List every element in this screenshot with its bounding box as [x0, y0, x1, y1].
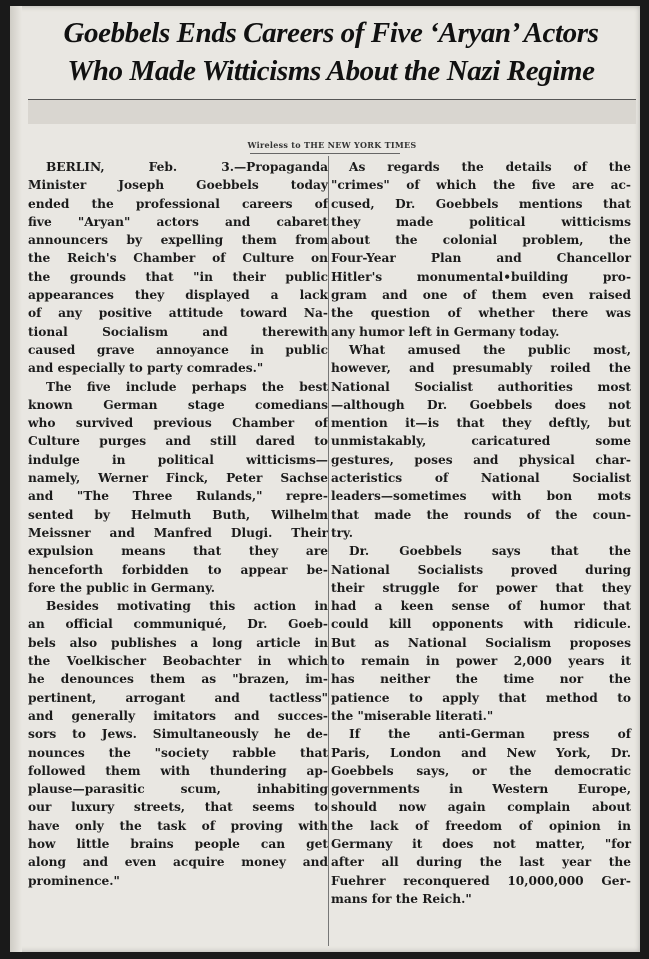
article-line: gestures, poses and physical char- [331, 452, 631, 467]
article-line: he denounces them as "brazen, im- [28, 672, 328, 687]
article-column-right [331, 158, 631, 908]
article-line: the grounds that "in their public [28, 269, 328, 284]
article-line: The five include perhaps the best [46, 379, 328, 394]
article-line: who survived previous Chamber of [28, 416, 328, 431]
article-line: "crimes" of which the five are ac- [331, 178, 631, 193]
article-line: governments in Western Europe, [331, 782, 631, 797]
article-line: Meissner and Manfred Dlugi. Their [28, 525, 328, 540]
article-line: have only the task of proving with [28, 818, 328, 833]
article-line: has neither the time nor the [331, 672, 631, 687]
article-line: the "miserable literati." [331, 708, 494, 723]
article-line: Germany it does not matter, "for [331, 836, 631, 851]
article-line: to remain in power 2,000 years it [331, 654, 631, 669]
article-line: along and even acquire money and [28, 855, 328, 870]
article-line: how little brains people can get [28, 836, 328, 851]
article-line: But as National Socialism proposes [331, 635, 631, 650]
article-line: Paris, London and New York, Dr. [331, 745, 631, 760]
article-line: nounces the "society rabble that [28, 745, 328, 760]
article-line: and "The Three Rulands," repre- [28, 489, 328, 504]
article-line: mans for the Reich." [331, 891, 472, 906]
article-line: Fuehrer reconquered 10,000,000 Ger- [331, 873, 631, 888]
article-line: pertinent, arrogant and tactless" [28, 690, 328, 705]
article-line: about the colonial problem, the [331, 233, 631, 248]
byline-rule [250, 153, 400, 154]
column-divider [328, 156, 329, 946]
article-line: caused grave annoyance in public [28, 342, 328, 357]
article-line: indulge in political witticisms— [28, 452, 328, 467]
article-line: BERLIN, Feb. 3.—Propaganda [46, 160, 328, 174]
article-line: that made the rounds of the coun- [331, 507, 631, 522]
article-line: the question of whether there was [331, 306, 631, 321]
article-line: our luxury streets, that seems to [28, 800, 328, 815]
article-line: after all during the last year the [331, 855, 631, 870]
article-line: As regards the details of the [349, 160, 631, 174]
article-line: plause—parasitic scum, inhabiting [28, 782, 328, 797]
article-line: namely, Werner Finck, Peter Sachse [28, 471, 328, 486]
article-line: National Socialists proved during [331, 562, 631, 577]
article-line: Besides motivating this action in [46, 599, 328, 614]
article-line: should now again complain about [331, 800, 631, 815]
article-column-left [28, 158, 328, 890]
headline-line-1: Goebbels Ends Careers of Five ‘Aryan’ Actors [63, 17, 599, 49]
article-line: Culture purges and still dared to [28, 434, 328, 449]
newspaper-clipping [10, 6, 640, 952]
article-line: Goebbels says, or the democratic [331, 763, 631, 778]
article-line: sented by Helmuth Buth, Wilhelm [28, 507, 328, 522]
article-line: and generally imitators and succes- [28, 708, 328, 723]
article-line: followed them with thundering ap- [28, 763, 328, 778]
article-line: cused, Dr. Goebbels mentions that [331, 196, 631, 211]
article-line: their struggle for power that they [331, 580, 631, 595]
article-line: the Voelkischer Beobachter in which [28, 654, 328, 669]
headline [26, 14, 636, 90]
headline-band [28, 100, 636, 124]
page-gutter [10, 6, 22, 952]
article-line: bels also publishes a long article in [28, 635, 328, 650]
article-line: ended the professional careers of [28, 196, 328, 211]
article-line: henceforth forbidden to appear be- [28, 562, 328, 577]
article-line: could kill opponents with ridicule. [331, 617, 631, 632]
article-line: Hitler's monumental•building pro- [331, 269, 631, 284]
article-line: five "Aryan" actors and cabaret [28, 214, 328, 229]
article-line: the Reich's Chamber of Culture on [28, 251, 328, 266]
article-line: any humor left in Germany today. [331, 324, 560, 339]
article-line: prominence." [28, 873, 120, 888]
article-line: acteristics of National Socialist [331, 471, 631, 486]
article-line: Dr. Goebbels says that the [349, 544, 631, 559]
article-line: try. [331, 525, 353, 540]
byline: Wireless to THE NEW YORK TIMES [247, 140, 417, 150]
article-line: expulsion means that they are [28, 544, 328, 559]
article-line: and especially to party comrades." [28, 361, 264, 376]
article-line: of any positive attitude toward Na- [28, 306, 328, 321]
article-line: sors to Jews. Simultaneously he de- [28, 727, 328, 742]
article-line: tional Socialism and therewith [28, 324, 328, 339]
article-line: National Socialist authorities most [331, 379, 631, 394]
headline-line-2: Who Made Witticisms About the Nazi Regime [67, 55, 595, 87]
article-line: patience to apply that method to [331, 690, 631, 705]
article-line: however, and presumably roiled the [331, 361, 631, 376]
article-line: known German stage comedians [28, 397, 328, 412]
article-line: Four-Year Plan and Chancellor [331, 251, 631, 266]
article-line: they made political witticisms [331, 214, 631, 229]
article-line: What amused the public most, [349, 342, 631, 357]
article-line: Minister Joseph Goebbels today [28, 178, 328, 193]
article-line: unmistakably, caricatured some [331, 434, 631, 449]
article-line: mention it—is that they deftly, but [331, 416, 631, 431]
article-line: had a keen sense of humor that [331, 599, 631, 614]
article-line: fore the public in Germany. [28, 580, 216, 595]
article-line: gram and one of them even raised [331, 288, 631, 303]
article-line: announcers by expelling them from [28, 233, 328, 248]
article-line: —although Dr. Goebbels does not [331, 397, 631, 412]
article-line: If the anti-German press of [349, 727, 631, 742]
article-line: appearances they displayed a lack [28, 288, 328, 303]
article-line: the lack of freedom of opinion in [331, 818, 631, 833]
article-line: an official communiqué, Dr. Goeb- [28, 617, 328, 632]
article-line: leaders—sometimes with bon mots [331, 489, 631, 504]
